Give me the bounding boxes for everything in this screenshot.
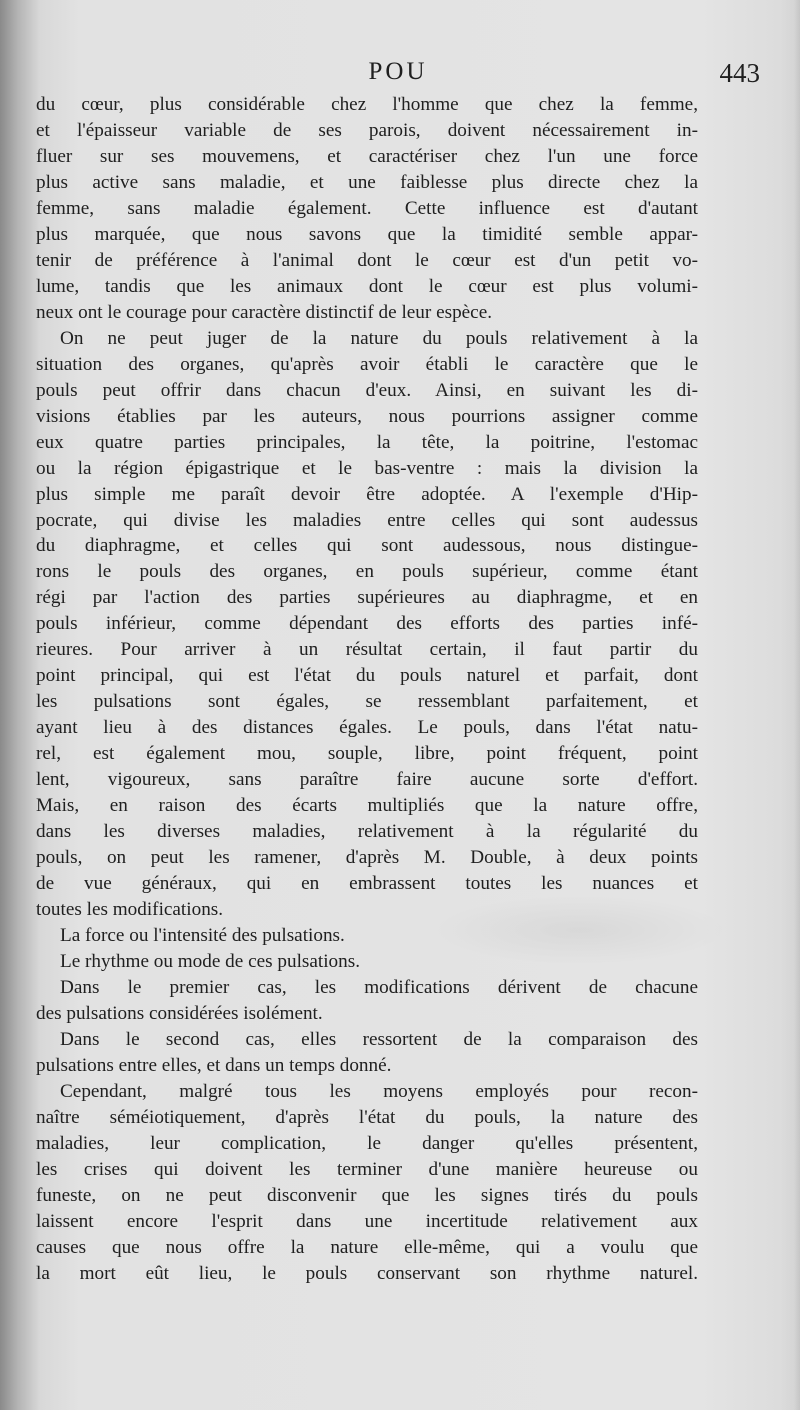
text-line: ayant lieu à des distances égales. Le pouls, dans l'état natu- — [36, 717, 698, 739]
text-line: laissent encore l'esprit dans une incertitude relativement aux — [36, 1210, 698, 1232]
page-edge-shadow — [794, 0, 800, 1410]
text-line: situation des organes, qu'après avoir établi le caractère que le — [36, 353, 698, 375]
text-line: visions établies par les auteurs, nous pourrions assigner comme — [36, 405, 698, 427]
text-line: dans les diverses maladies, relativement à la régularité du — [36, 821, 698, 843]
text-line: toutes les modifications. — [36, 899, 224, 921]
text-line: Dans le premier cas, les modifications dérivent de chacune — [60, 976, 698, 998]
text-line: pulsations entre elles, et dans un temps donné. — [36, 1054, 392, 1076]
text-line: rel, est également mou, souple, libre, point fréquent, point — [36, 743, 698, 765]
text-line: La force ou l'intensité des pulsations. — [60, 925, 345, 946]
text-line: funeste, on ne peut disconvenir que les signes tirés du pouls — [36, 1184, 698, 1206]
text-line: plus marquée, que nous savons que la timidité semble appar- — [36, 223, 698, 245]
text-line: lume, tandis que les animaux dont le cœur est plus volumi- — [36, 275, 698, 297]
text-line: du cœur, plus considérable chez l'homme que chez la femme, — [36, 94, 698, 115]
text-line: causes que nous offre la nature elle-même, qui a voulu que — [36, 1236, 698, 1258]
text-line: les pulsations sont égales, se ressemblant parfaitement, et — [36, 691, 698, 713]
text-line: tenir de préférence à l'animal dont le cœur est d'un petit vo- — [36, 249, 698, 271]
text-line: maladies, leur complication, le danger qu'elles présentent, — [36, 1132, 698, 1154]
text-line: Le rhythme ou mode de ces pulsations. — [60, 950, 361, 972]
text-line: Mais, en raison des écarts multipliés que la nature offre, — [36, 795, 698, 817]
text-line: fluer sur ses mouvemens, et caractériser chez l'un une force — [36, 145, 698, 167]
text-line: lent, vigoureux, sans paraître faire aucune sorte d'effort. — [36, 769, 698, 791]
text-line: les crises qui doivent les terminer d'une manière heureuse ou — [36, 1158, 698, 1180]
text-line: pocrate, qui divise les maladies entre celles qui sont audessus — [36, 509, 698, 531]
text-line: neux ont le courage pour caractère distinctif de leur espèce. — [36, 301, 493, 323]
text-line: des pulsations considérées isolément. — [36, 1002, 323, 1024]
text-line: Cependant, malgré tous les moyens employés pour recon- — [60, 1080, 698, 1102]
text-line: pouls peut offrir dans chacun d'eux. Ainsi, en suivant les di- — [36, 379, 698, 401]
text-line: eux quatre parties principales, la tête, la poitrine, l'estomac — [36, 431, 698, 453]
text-line: pouls inférieur, comme dépendant des efforts des parties infé- — [36, 613, 698, 635]
text-line: point principal, qui est l'état du pouls naturel et parfait, dont — [36, 665, 698, 687]
text-line: et l'épaisseur variable de ses parois, doivent nécessairement in- — [36, 119, 698, 141]
text-line: rieures. Pour arriver à un résultat certain, il faut partir du — [36, 639, 698, 661]
text-line: pouls, on peut les ramener, d'après M. Double, à deux points — [36, 847, 698, 869]
text-line: ou la région épigastrique et le bas-ventre : mais la division la — [36, 457, 698, 479]
text-line: du diaphragme, et celles qui sont audessous, nous distingue- — [36, 535, 698, 557]
text-line: de vue généraux, qui en embrassent toutes les nuances et — [36, 873, 698, 895]
text-line: plus active sans maladie, et une faiblesse plus directe chez la — [36, 171, 698, 193]
text-line: rons le pouls des organes, en pouls supérieur, comme étant — [36, 561, 698, 583]
page-number: 443 — [719, 58, 760, 88]
running-head: POU — [368, 58, 428, 85]
text-line: femme, sans maladie également. Cette influence est d'autant — [36, 197, 698, 219]
text-line: Dans le second cas, elles ressortent de la comparaison des — [60, 1028, 698, 1050]
body-text — [36, 92, 698, 1287]
text-line: On ne peut juger de la nature du pouls relativement à la — [60, 327, 698, 349]
text-line: régi par l'action des parties supérieures au diaphragme, et en — [36, 587, 698, 609]
text-line: la mort eût lieu, le pouls conservant son rhythme naturel. — [36, 1262, 698, 1284]
text-line: naître séméiotiquement, d'après l'état du pouls, la nature des — [36, 1106, 698, 1128]
text-line: plus simple me paraît devoir être adoptée. A l'exemple d'Hip- — [36, 483, 698, 505]
page-header — [36, 58, 760, 94]
